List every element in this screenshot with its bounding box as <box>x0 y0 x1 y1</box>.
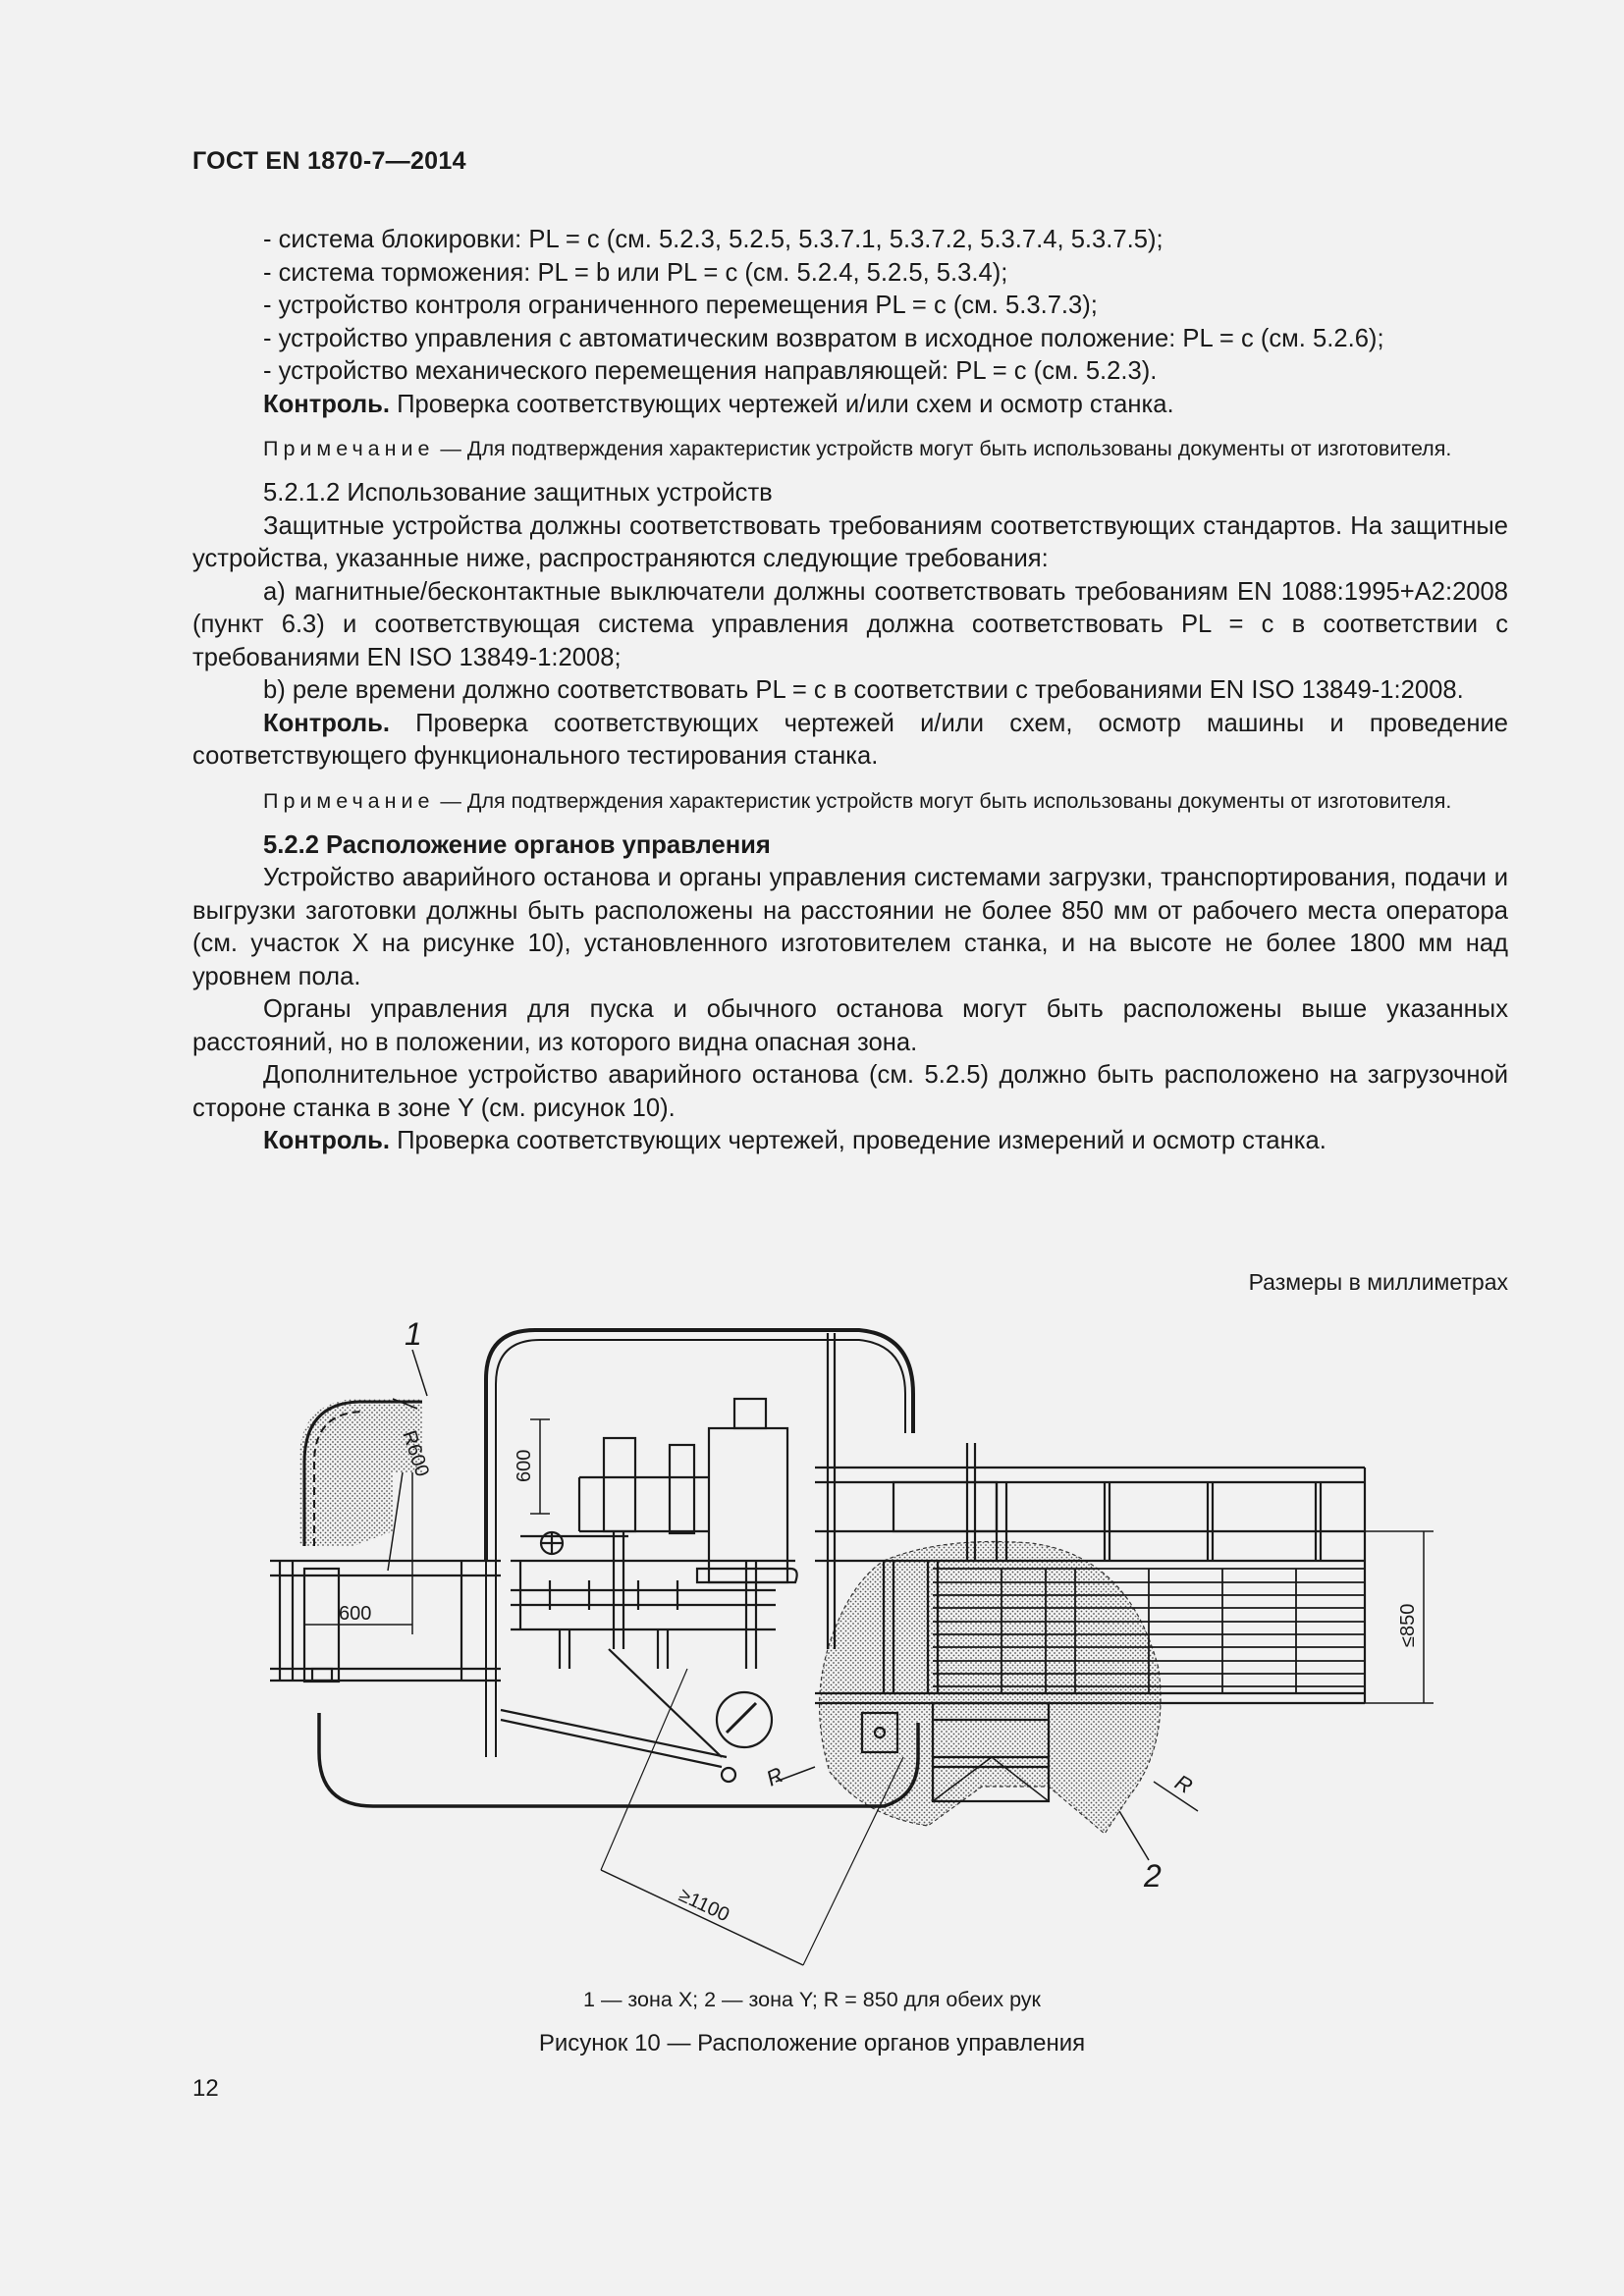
section-heading-5212: 5.2.1.2 Использование защитных устройств <box>263 479 773 507</box>
figure-caption: Рисунок 10 — Расположение органов управления <box>538 2030 1086 2056</box>
control-paragraph-1: Контроль. Проверка соответствующих чертежей и/или схем и осмотр станка. <box>263 390 1174 418</box>
pedal-linkage <box>501 1649 727 1767</box>
figure-legend: 1 — зона X; 2 — зона Y; R = 850 для обеих рук <box>583 1988 1041 2011</box>
paragraph-item-a: а) магнитные/бесконтактные выключатели должны соответствовать требованиям EN 1088:1995+A2:2008 (пункт 6.3) и соответствующая система управления должна соответствовать PL = c в соответствии с требованиями EN ISO 13849-1:2008; <box>192 577 1508 671</box>
paragraph: Органы управления для пуска и обычного останова могут быть расположены выше указанных расстояний, но в положении, из которого видна опасная зона. <box>192 995 1508 1056</box>
note-label: Примечание <box>263 788 435 813</box>
machine-column <box>709 1428 787 1582</box>
zone-y-area <box>820 1541 1161 1834</box>
label-1100: ≥1100 <box>675 1884 733 1927</box>
zone-x-area <box>299 1399 422 1546</box>
label-r-right: R <box>1170 1769 1197 1799</box>
paragraph-item-b: b) реле времени должно соответствовать PL = c в соответствии с требованиями EN ISO 13849-1:2008. <box>263 676 1464 704</box>
control-label: Контроль. <box>263 1127 390 1154</box>
section-heading-522: 5.2.2 Расположение органов управления <box>263 830 771 859</box>
list-item: - система блокировки: PL = c (см. 5.2.3, 5.2.5, 5.3.7.1, 5.3.7.2, 5.3.7.4, 5.3.7.5); <box>263 226 1164 253</box>
label-850: ≤850 <box>1397 1603 1419 1647</box>
paragraph: Устройство аварийного останова и органы управления системами загрузки, транспортирования, подачи и выгрузки заготовки должны быть расположены на расстоянии не более 850 мм от рабочего места оператора (см. участок X на рисунке 10), установленного изготовителем станка, и на высоте не более 1800 мм над уровнем пола. <box>192 864 1508 990</box>
list-item: - устройство контроля ограниченного перемещения PL = c (см. 5.3.7.3); <box>263 292 1098 319</box>
control-label: Контроль. <box>263 390 390 418</box>
control-paragraph-3: Контроль. Проверка соответствующих чертежей, проведение измерений и осмотр станка. <box>263 1127 1326 1154</box>
paragraph: Защитные устройства должны соответствовать требованиям соответствующих стандартов. На защитные устройства, указанные ниже, распространяются следующие требования: <box>192 511 1508 572</box>
note-label: Примечание <box>263 437 435 460</box>
dimensions-note: Размеры в миллиметрах <box>1248 1269 1508 1295</box>
label-zone-2: 2 <box>1144 1858 1162 1894</box>
list-item: - устройство механического перемещения направляющей: PL = c (см. 5.2.3). <box>263 357 1158 385</box>
label-zone-1: 1 <box>405 1316 422 1352</box>
paragraph: Дополнительное устройство аварийного останова (см. 5.2.5) должно быть расположено на загрузочной стороне станка в зоне Y (см. рисунок 10). <box>192 1061 1508 1122</box>
label-600-vertical: 600 <box>514 1449 535 1482</box>
label-r600: R600 <box>398 1427 433 1480</box>
control-paragraph-2: Контроль. Проверка соответствующих чертежей и/или схем, осмотр машины и проведение соответствующего функционального тестирования станка. <box>192 709 1508 770</box>
top-guard <box>486 1330 913 1561</box>
motor-wheel <box>717 1692 772 1747</box>
label-r-left: R <box>762 1762 787 1791</box>
label-600-horizontal: 600 <box>339 1603 372 1625</box>
note-2: Примечание — Для подтверждения характеристик устройств могут быть использованы документы от изготовителя. <box>263 788 1452 813</box>
list-item: - устройство управления с автоматическим возвратом в исходное положение: PL = c (см. 5.2.6); <box>263 324 1384 352</box>
right-control-box <box>893 1482 997 1531</box>
list-item: - система торможения: PL = b или PL = c (см. 5.2.4, 5.2.5, 5.3.4); <box>263 258 1008 287</box>
note-1: Примечание — Для подтверждения характеристик устройств могут быть использованы документы от изготовителя. <box>263 437 1452 460</box>
page-number: 12 <box>192 2075 219 2102</box>
document-header: ГОСТ EN 1870-7—2014 <box>192 147 466 175</box>
control-label: Контроль. <box>263 709 390 737</box>
